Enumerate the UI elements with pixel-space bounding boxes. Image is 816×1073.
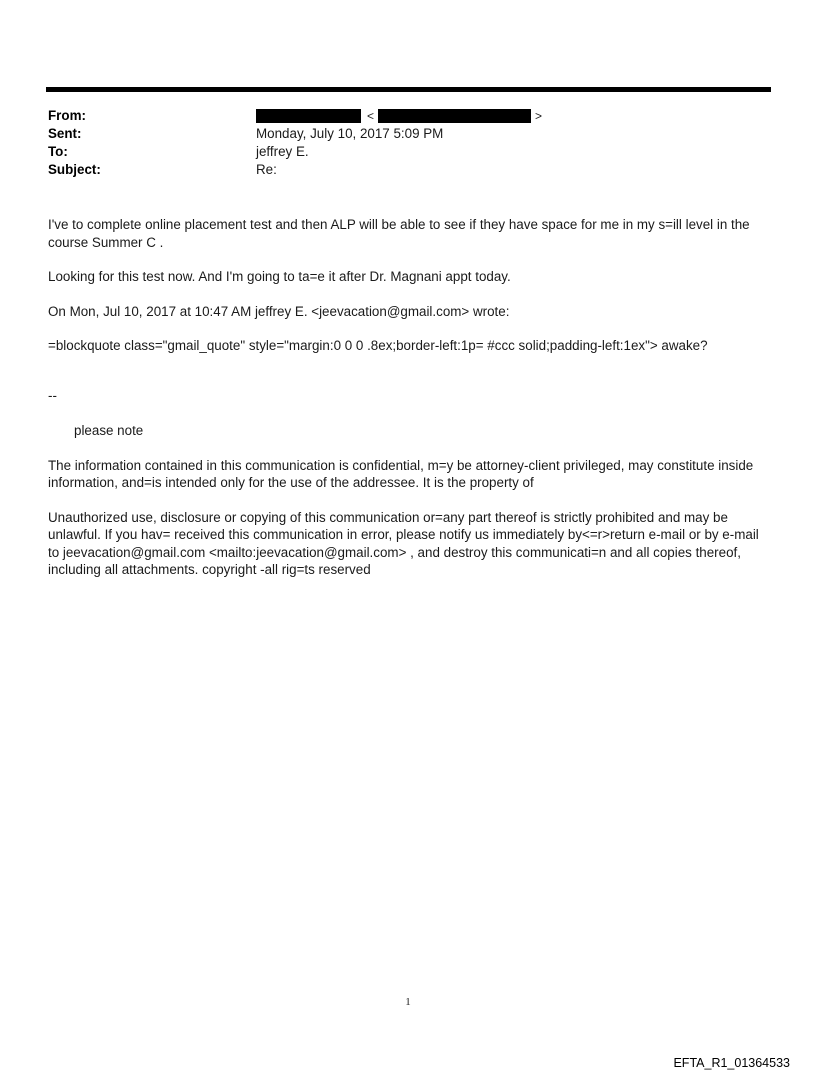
signature-separator: -- xyxy=(48,387,57,403)
subject-row xyxy=(48,161,768,179)
confidentiality-notice: The information contained in this communication is confidential, m=y be attorney-client privileged, may constitute inside information, and=is intended only for the use of the addressee. It is the property of xyxy=(48,457,754,490)
from-row xyxy=(48,107,768,125)
unauthorized-use-notice: Unauthorized use, disclosure or copying of this communication or=any part thereof is strictly prohibited and may be unlawful. If you hav= received this communication in error, please notify us immediately by<=r>return e-mail or by e-mail to jeevacation@gmail.com <mailto:jeevacation@gmail.com> , and destroy this communicati=n and all copies thereof, including all attachments. copyright -all rig=ts reserved xyxy=(48,509,759,577)
quoted-intro: On Mon, Jul 10, 2017 at 10:47 AM jeffrey E. <jeevacation@gmail.com> wrote: xyxy=(48,303,510,319)
redacted-sender-email xyxy=(378,109,531,123)
body-paragraph-2: Looking for this test now. And I'm going to ta=e it after Dr. Magnani appt today. xyxy=(48,269,511,284)
from-value xyxy=(256,107,542,125)
to-row xyxy=(48,143,768,161)
sent-row xyxy=(48,125,768,143)
subject-value: Re: xyxy=(256,162,277,177)
quoted-message: =blockquote class="gmail_quote" style="margin:0 0 0 .8ex;border-left:1p= #ccc solid;padding-left:1ex"> awake? xyxy=(48,338,708,353)
from-label: From: xyxy=(48,108,86,123)
bates-number: EFTA_R1_01364533 xyxy=(673,1056,790,1070)
body-paragraph-1: I've to complete online placement test and then ALP will be able to see if they have space for me in my s=ill level in the course Summer C . xyxy=(48,217,750,250)
subject-label: Subject: xyxy=(48,162,101,177)
from-close-bracket: > xyxy=(535,109,543,123)
sent-label: Sent: xyxy=(48,126,82,141)
to-value: jeffrey E. xyxy=(256,144,309,159)
email-body xyxy=(48,216,770,579)
redacted-sender-name xyxy=(256,109,361,123)
from-open-bracket: < xyxy=(367,109,375,123)
email-header xyxy=(48,107,768,179)
sent-value: Monday, July 10, 2017 5:09 PM xyxy=(256,126,444,141)
top-rule xyxy=(46,87,771,92)
to-label: To: xyxy=(48,144,68,159)
page-number: 1 xyxy=(405,996,411,1008)
signature-note: please note xyxy=(74,423,144,438)
